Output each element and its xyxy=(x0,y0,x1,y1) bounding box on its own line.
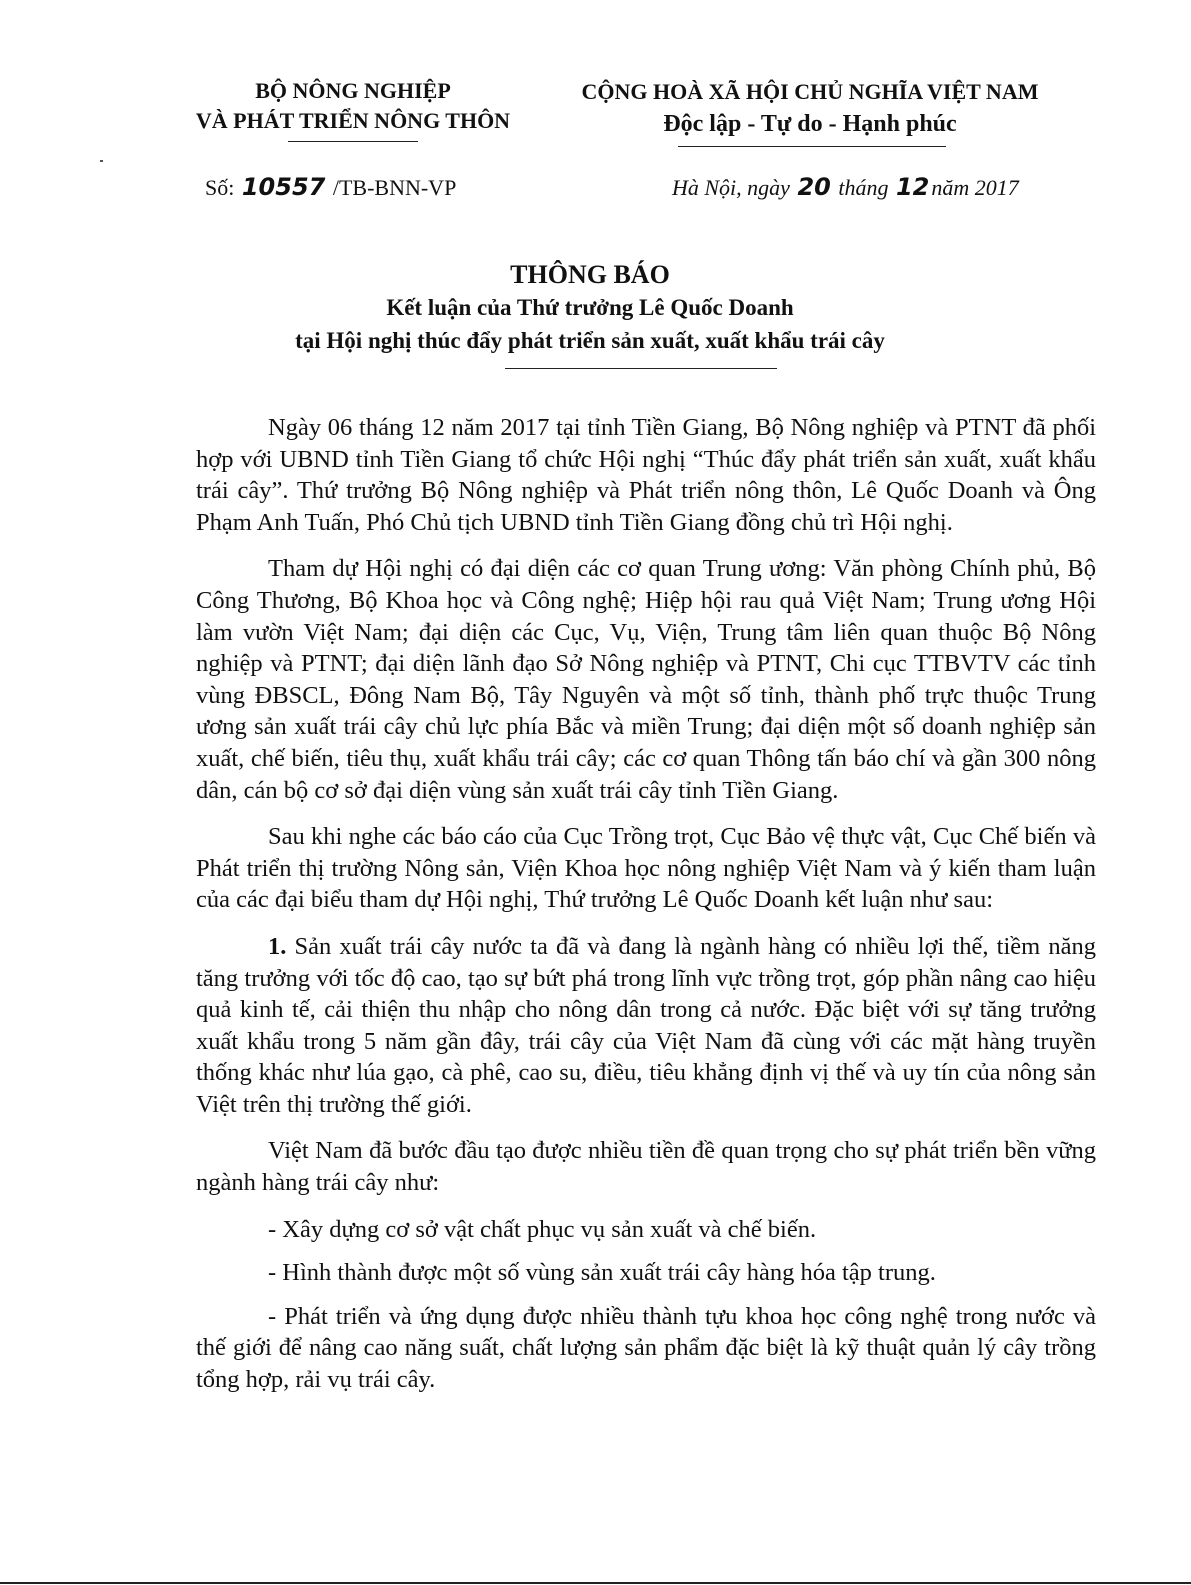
title-line-2: Kết luận của Thứ trưởng Lê Quốc Doanh xyxy=(386,295,794,320)
issue-date xyxy=(672,173,1019,201)
agency-line-1: BỘ NÔNG NGHIỆP xyxy=(255,78,451,103)
scan-bottom-edge xyxy=(0,1582,1191,1584)
title-line-3: tại Hội nghị thúc đẩy phát triển sản xuất, xuất khẩu trái cây xyxy=(295,328,885,353)
date-year: năm 2017 xyxy=(931,175,1019,200)
scan-speck xyxy=(100,160,103,162)
date-month-word: tháng xyxy=(838,175,889,200)
paragraph-4 xyxy=(196,931,1096,1121)
national-motto: Độc lập - Tự do - Hạnh phúc xyxy=(663,111,957,137)
date-place-prefix: Hà Nội, ngày xyxy=(672,175,790,200)
motto-underline xyxy=(678,146,946,147)
document-number xyxy=(205,173,456,201)
paragraph-4-text: Sản xuất trái cây nước ta đã và đang là ngành hàng có nhiều lợi thế, tiềm năng tăng trưởng với tốc độ cao, tạo sự bứt phá trong lĩnh vực trồng trọt, góp phần nâng cao hiệu quả kinh tế, cải thiện thu nhập cho nông dân trong cả nước. Đặc biệt với sự tăng trưởng xuất khẩu trong 5 năm gần đây, trái cây của Việt Nam đã cùng với các mặt hàng truyền thống khác như lúa gạo, cà phê, cao su, điều, tiêu khẳng định vị thế và uy tín của nông sản Việt trên thị trường thế giới. xyxy=(196,932,1096,1118)
notice-title xyxy=(150,258,1030,357)
paragraph-3: Sau khi nghe các báo cáo của Cục Trồng trọt, Cục Bảo vệ thực vật, Cục Chế biến và Phát triển thị trường Nông sản, Viện Khoa học nông nghiệp Việt Nam và ý kiến tham luận của các đại biểu tham dự Hội nghị, Thứ trưởng Lê Quốc Doanh kết luận như sau: xyxy=(196,823,1096,914)
date-day-handwritten: 20 xyxy=(797,173,831,201)
agency-header xyxy=(168,76,538,136)
national-header xyxy=(545,76,1075,140)
bullet-3: - Phát triển và ứng dụng được nhiều thành tựu khoa học công nghệ trong nước và thế giới để nâng cao năng suất, chất lượng sản phẩm đặc biệt là kỹ thuật quản lý cây trồng tổng hợp, rải vụ trái cây. xyxy=(196,1302,1096,1394)
doc-number-prefix: Số: xyxy=(205,175,235,200)
title-line-1: THÔNG BÁO xyxy=(510,260,670,289)
doc-number-suffix: /TB-BNN-VP xyxy=(332,175,457,200)
agency-line-2: VÀ PHÁT TRIỂN NÔNG THÔN xyxy=(195,108,511,133)
date-month-handwritten: 12 xyxy=(895,173,930,201)
document-body xyxy=(196,412,1096,1411)
paragraph-5: Việt Nam đã bước đầu tạo được nhiều tiền đề quan trọng cho sự phát triển bền vững ngành hàng trái cây như: xyxy=(196,1137,1096,1197)
bullet-2: - Hình thành được một số vùng sản xuất trái cây hàng hóa tập trung. xyxy=(268,1259,936,1287)
paragraph-2: Tham dự Hội nghị có đại diện các cơ quan Trung ương: Văn phòng Chính phủ, Bộ Công Thương, Bộ Khoa học và Công nghệ; Hiệp hội rau quả Việt Nam; Trung ương Hội làm vườn Việt Nam; đại diện các Cục, Vụ, Viện, Trung tâm liên quan thuộc Bộ Nông nghiệp và PTNT; đại diện lãnh đạo Sở Nông nghiệp và PTNT, Chi cục TTBVTV các tỉnh vùng ĐBSCL, Đông Nam Bộ, Tây Nguyên và một số tỉnh, thành phố trực thuộc Trung ương sản xuất trái cây chủ lực phía Bắc và miền Trung; đại diện một số doanh nghiệp sản xuất, chế biến, tiêu thụ, xuất khẩu trái cây; các cơ quan Thông tấn báo chí và gần 300 nông dân, cán bộ cơ sở đại diện vùng sản xuất trái cây tỉnh Tiền Giang. xyxy=(196,555,1096,804)
bullet-1: - Xây dựng cơ sở vật chất phục vụ sản xuất và chế biến. xyxy=(268,1215,817,1243)
item-number-1: 1. xyxy=(268,932,287,960)
national-name: CỘNG HOÀ XÃ HỘI CHỦ NGHĨA VIỆT NAM xyxy=(581,79,1039,104)
title-underline xyxy=(505,368,777,369)
paragraph-1: Ngày 06 tháng 12 năm 2017 tại tỉnh Tiền Giang, Bộ Nông nghiệp và PTNT đã phối hợp với UBND tỉnh Tiền Giang tổ chức Hội nghị “Thúc đẩy phát triển sản xuất, xuất khẩu trái cây”. Thứ trưởng Bộ Nông nghiệp và Phát triển nông thôn, Lê Quốc Doanh và Ông Phạm Anh Tuấn, Phó Chủ tịch UBND tỉnh Tiền Giang đồng chủ trì Hội nghị. xyxy=(196,414,1096,536)
doc-number-handwritten: 10557 xyxy=(241,173,326,201)
agency-underline xyxy=(288,141,418,142)
